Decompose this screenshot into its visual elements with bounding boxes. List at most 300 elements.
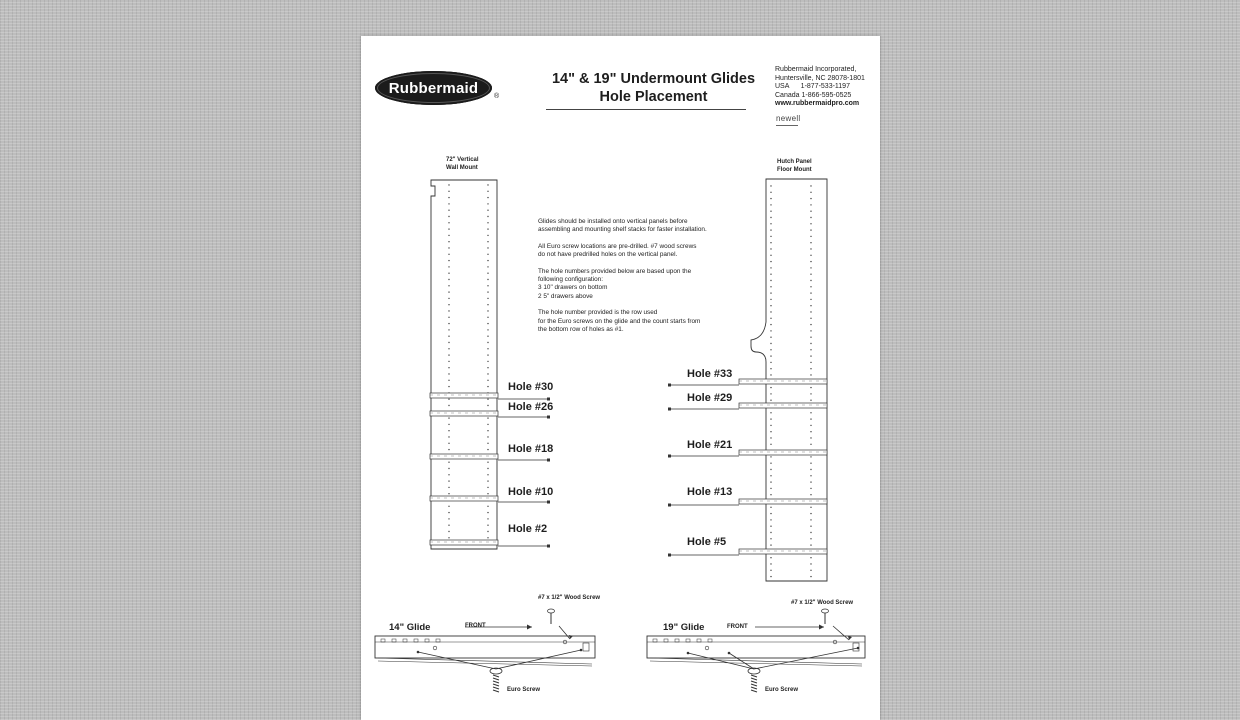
glide-rail [739, 549, 827, 554]
panel-hole [487, 493, 488, 494]
right-hole-label: Hole #29 [687, 392, 733, 404]
panel-hole [448, 298, 449, 299]
panel-hole [448, 367, 449, 368]
panel-hole [487, 462, 488, 463]
euro-screw-thread [493, 678, 499, 680]
panel-hole [770, 481, 771, 482]
left-hole-label: Hole #2 [508, 523, 548, 535]
right-hole-label: Hole #5 [687, 536, 727, 548]
panel-hole [810, 544, 811, 545]
panel-hole [448, 210, 449, 211]
glide-14-euro-screw-label: Euro Screw [507, 687, 541, 693]
panel-hole [770, 563, 771, 564]
panel-hole [770, 223, 771, 224]
panel-hole [448, 247, 449, 248]
panel-hole [448, 285, 449, 286]
panel-hole [810, 217, 811, 218]
panel-hole [487, 443, 488, 444]
glide-end-cap [668, 455, 671, 458]
panel-hole [487, 506, 488, 507]
glide-19-front-label: FRONT [727, 624, 748, 630]
glide-end-cap [668, 504, 671, 507]
euro-screw-thread [751, 675, 757, 677]
company-usa-phone: USA 1-877-533-1197 [775, 83, 850, 91]
panel-hole [487, 235, 488, 236]
glide-runner [650, 661, 862, 666]
euro-screw-leader-head [687, 652, 690, 655]
panel-hole [810, 557, 811, 558]
panel-hole [770, 400, 771, 401]
right-hutch-panel [668, 179, 827, 581]
euro-screw-thread [493, 684, 499, 686]
panel-hole [448, 462, 449, 463]
panel-hole [448, 518, 449, 519]
title-line-2: Hole Placement [599, 89, 708, 105]
panel-hole [770, 248, 771, 249]
panel-hole [770, 412, 771, 413]
glide-end-cap [668, 384, 671, 387]
panel-hole [810, 431, 811, 432]
panel-hole [448, 493, 449, 494]
panel-hole [487, 348, 488, 349]
instruction-sheet [361, 36, 880, 720]
glide-rail [430, 411, 498, 416]
panel-hole [487, 430, 488, 431]
panel-hole [770, 292, 771, 293]
glide-runner [378, 658, 592, 664]
wood-screw-icon [548, 609, 555, 613]
panel-hole [810, 261, 811, 262]
right-panel-label-line-1: Hutch Panel [777, 159, 812, 165]
panel-hole [487, 405, 488, 406]
panel-hole [810, 475, 811, 476]
company-city: Huntersville, NC 28078-1801 [775, 74, 865, 82]
panel-hole [810, 507, 811, 508]
glide-14-wood-screw-label: #7 x 1/2" Wood Screw [538, 595, 601, 601]
panel-hole [770, 362, 771, 363]
right-hole-label: Hole #13 [687, 486, 733, 498]
instruction-paragraph: All Euro screw locations are pre-drilled. #7 wood screws do not have predrilled holes on the vertical panel. [538, 242, 697, 259]
panel-hole [487, 304, 488, 305]
panel-hole [448, 386, 449, 387]
left-panel-label-line-2: Wall Mount [446, 164, 478, 171]
company-canada-phone: Canada 1-866-595-0525 [775, 91, 852, 99]
right-hole-label: Hole #21 [687, 439, 733, 451]
euro-screw-thread [751, 678, 757, 680]
panel-hole [770, 532, 771, 533]
glide-14-title: 14" Glide [389, 622, 431, 633]
panel-hole [448, 323, 449, 324]
glide-end-cap [547, 501, 550, 504]
panel-hole [770, 444, 771, 445]
euro-screw-leader-head [857, 647, 860, 650]
panel-hole [810, 337, 811, 338]
glide-body [375, 636, 595, 658]
panel-hole [448, 405, 449, 406]
left-hole-label: Hole #10 [508, 486, 554, 498]
glide-end-cap [547, 545, 550, 548]
instruction-paragraph: Glides should be installed onto vertical panels before assembling and mounting shelf stacks for faster installation. [538, 218, 707, 234]
panel-hole [770, 557, 771, 558]
panel-hole [810, 292, 811, 293]
glide-end-cap [547, 459, 550, 462]
panel-hole [810, 563, 811, 564]
panel-hole [810, 387, 811, 388]
front-arrow-head [527, 625, 532, 630]
panel-hole [487, 367, 488, 368]
panel-hole [810, 570, 811, 571]
panel-hole [487, 417, 488, 418]
panel-hole [770, 337, 771, 338]
panel-hole [448, 474, 449, 475]
panel-hole [448, 310, 449, 311]
panel-hole [810, 456, 811, 457]
panel-hole [487, 228, 488, 229]
panel-hole [448, 468, 449, 469]
panel-hole [448, 512, 449, 513]
euro-screw-thread [751, 687, 757, 689]
panel-hole [770, 349, 771, 350]
panel-hole [487, 222, 488, 223]
panel-hole [487, 329, 488, 330]
panel-hole [448, 260, 449, 261]
panel-hole [770, 494, 771, 495]
panel-hole [810, 481, 811, 482]
panel-hole [770, 255, 771, 256]
panel-hole [770, 475, 771, 476]
panel-hole [770, 236, 771, 237]
panel-hole [487, 310, 488, 311]
glide-end-cap [668, 408, 671, 411]
panel-hole [770, 204, 771, 205]
panel-hole [487, 203, 488, 204]
euro-screw-thread [493, 681, 499, 683]
panel-hole [487, 279, 488, 280]
panel-hole [810, 299, 811, 300]
company-website: www.rubbermaidpro.com [775, 100, 860, 108]
glide-19-wood-screw-label: #7 x 1/2" Wood Screw [791, 600, 854, 606]
panel-hole [487, 436, 488, 437]
euro-screw-thread [493, 675, 499, 677]
panel-hole [770, 519, 771, 520]
panel-hole [448, 228, 449, 229]
panel-hole [487, 197, 488, 198]
left-hole-label: Hole #26 [508, 401, 554, 413]
panel-hole [448, 254, 449, 255]
euro-screw-thread [493, 687, 499, 689]
panel-hole [810, 576, 811, 577]
panel-hole [487, 323, 488, 324]
glide-rail [739, 450, 827, 455]
panel-hole [448, 361, 449, 362]
panel-hole [810, 513, 811, 514]
panel-hole [448, 304, 449, 305]
panel-hole [770, 324, 771, 325]
left-hole-label: Hole #30 [508, 381, 554, 393]
panel-hole [810, 463, 811, 464]
panel-hole [487, 254, 488, 255]
panel-hole [770, 355, 771, 356]
panel-hole [487, 354, 488, 355]
panel-hole [810, 242, 811, 243]
panel-hole [810, 267, 811, 268]
panel-hole [448, 531, 449, 532]
panel-hole [487, 266, 488, 267]
panel-hole [487, 317, 488, 318]
euro-screw-thread [493, 690, 499, 692]
panel-hole [770, 437, 771, 438]
newell-logo: newell [776, 114, 801, 123]
panel-hole [448, 430, 449, 431]
front-arrow-head [819, 625, 824, 630]
panel-hole [487, 247, 488, 248]
panel-hole [448, 348, 449, 349]
panel-hole [770, 211, 771, 212]
panel-hole [770, 463, 771, 464]
panel-hole [448, 506, 449, 507]
panel-hole [448, 336, 449, 337]
panel-hole [770, 513, 771, 514]
panel-hole [487, 210, 488, 211]
panel-hole [810, 305, 811, 306]
panel-hole [487, 449, 488, 450]
panel-hole [810, 444, 811, 445]
panel-hole [770, 418, 771, 419]
panel-drawings [361, 36, 880, 720]
panel-hole [487, 399, 488, 400]
panel-hole [448, 235, 449, 236]
panel-hole [810, 374, 811, 375]
glide-19-euro-screw-label: Euro Screw [765, 687, 799, 693]
rubbermaid-logo: Rubbermaid [375, 71, 492, 105]
panel-hole [810, 488, 811, 489]
panel-hole [770, 185, 771, 186]
euro-screw-leader-head [417, 651, 420, 654]
panel-hole [770, 286, 771, 287]
panel-hole [448, 279, 449, 280]
panel-hole [487, 342, 488, 343]
panel-hole [810, 311, 811, 312]
panel-hole [770, 198, 771, 199]
glide-end-cap [668, 554, 671, 557]
panel-hole [448, 191, 449, 192]
panel-hole [770, 425, 771, 426]
panel-hole [448, 273, 449, 274]
panel-hole [770, 305, 771, 306]
panel-hole [810, 211, 811, 212]
panel-hole [448, 203, 449, 204]
panel-hole [810, 255, 811, 256]
panel-hole [487, 298, 488, 299]
panel-hole [487, 260, 488, 261]
instruction-paragraph: The hole numbers provided below are based upon the following configuration: 3 10" drawers on bottom 2 5" drawers above [538, 267, 692, 300]
panel-hole [448, 424, 449, 425]
panel-hole [487, 424, 488, 425]
panel-hole [487, 518, 488, 519]
glide-end-cap [547, 416, 550, 419]
panel-hole [810, 355, 811, 356]
panel-hole [810, 274, 811, 275]
glide-rail [430, 454, 498, 459]
panel-hole [810, 494, 811, 495]
wood-screw-icon [822, 609, 829, 613]
panel-hole [770, 192, 771, 193]
panel-hole [810, 318, 811, 319]
panel-hole [770, 507, 771, 508]
euro-screw-leader-head [728, 652, 731, 655]
panel-hole [448, 317, 449, 318]
panel-hole [487, 537, 488, 538]
panel-hole [448, 342, 449, 343]
panel-hole [810, 223, 811, 224]
glide-rail [739, 499, 827, 504]
panel-hole [770, 318, 771, 319]
panel-hole [810, 519, 811, 520]
panel-hole [487, 487, 488, 488]
panel-hole [770, 570, 771, 571]
panel-hole [810, 368, 811, 369]
panel-hole [810, 198, 811, 199]
panel-hole [770, 261, 771, 262]
panel-hole [448, 354, 449, 355]
panel-hole [770, 311, 771, 312]
euro-screw-leader-head [580, 649, 583, 652]
panel-hole [810, 538, 811, 539]
panel-hole [448, 399, 449, 400]
panel-hole [487, 184, 488, 185]
panel-hole [810, 412, 811, 413]
panel-hole [770, 488, 771, 489]
title-line-1: 14" & 19" Undermount Glides [551, 71, 756, 87]
panel-hole [810, 192, 811, 193]
panel-hole [487, 291, 488, 292]
panel-hole [487, 480, 488, 481]
panel-hole [770, 538, 771, 539]
panel-hole [487, 512, 488, 513]
panel-hole [448, 329, 449, 330]
panel-hole [810, 362, 811, 363]
panel-hole [487, 373, 488, 374]
panel-hole [487, 361, 488, 362]
right-panel-label-line-2: Floor Mount [777, 166, 812, 173]
panel-hole [487, 273, 488, 274]
panel-hole [810, 280, 811, 281]
panel-hole [810, 343, 811, 344]
panel-hole [810, 236, 811, 237]
registered-mark: ® [494, 93, 500, 100]
panel-hole [448, 525, 449, 526]
panel-hole [487, 386, 488, 387]
panel-hole [770, 576, 771, 577]
panel-hole [770, 431, 771, 432]
panel-hole [487, 380, 488, 381]
panel-hole [448, 449, 449, 450]
euro-screw-thread [751, 690, 757, 692]
panel-hole [770, 242, 771, 243]
company-name: Rubbermaid Incorporated, [775, 66, 857, 73]
panel-hole [448, 241, 449, 242]
panel-hole [770, 368, 771, 369]
panel-hole [487, 336, 488, 337]
panel-hole [810, 425, 811, 426]
panel-hole [448, 184, 449, 185]
panel-hole [810, 469, 811, 470]
glide-runner [650, 658, 862, 664]
glide-rail [430, 393, 498, 398]
panel-hole [770, 544, 771, 545]
panel-hole [448, 266, 449, 267]
panel-hole [810, 229, 811, 230]
panel-hole [770, 330, 771, 331]
glide-rail [739, 403, 827, 408]
panel-hole [810, 349, 811, 350]
panel-hole [810, 248, 811, 249]
panel-hole [448, 197, 449, 198]
panel-hole [448, 291, 449, 292]
panel-hole [448, 443, 449, 444]
glide-body [647, 636, 865, 658]
panel-hole [448, 222, 449, 223]
glide-14-front-label: FRONT [465, 623, 486, 629]
panel-hole [487, 531, 488, 532]
glide-rail [739, 379, 827, 384]
panel-hole [810, 204, 811, 205]
panel-hole [448, 537, 449, 538]
glide-runner [378, 661, 592, 666]
euro-screw-thread [751, 681, 757, 683]
panel-hole [770, 526, 771, 527]
panel-hole [810, 437, 811, 438]
right-hole-label: Hole #33 [687, 368, 733, 380]
panel-hole [770, 280, 771, 281]
panel-hole [770, 456, 771, 457]
panel-hole [810, 286, 811, 287]
panel-hole [770, 387, 771, 388]
panel-hole [487, 285, 488, 286]
panel-hole [810, 324, 811, 325]
left-panel-label-line-1: 72" Vertical [446, 157, 479, 163]
panel-hole [448, 380, 449, 381]
panel-hole [810, 532, 811, 533]
panel-hole [770, 299, 771, 300]
left-hole-label: Hole #18 [508, 443, 554, 455]
glide-rail [430, 540, 498, 545]
panel-hole [810, 185, 811, 186]
panel-hole [770, 274, 771, 275]
panel-hole [448, 417, 449, 418]
panel-hole [770, 374, 771, 375]
panel-hole [487, 525, 488, 526]
panel-hole [487, 468, 488, 469]
panel-hole [770, 217, 771, 218]
panel-hole [810, 526, 811, 527]
panel-hole [448, 216, 449, 217]
panel-hole [448, 480, 449, 481]
instruction-paragraph: The hole number provided is the row used for the Euro screws on the glide and the count starts from the bottom row of holes as #1. [538, 309, 701, 334]
panel-hole [810, 393, 811, 394]
panel-hole [448, 436, 449, 437]
glide-rail [430, 496, 498, 501]
panel-hole [487, 241, 488, 242]
panel-hole [487, 474, 488, 475]
panel-hole [770, 393, 771, 394]
panel-hole [810, 418, 811, 419]
panel-hole [770, 343, 771, 344]
panel-hole [487, 216, 488, 217]
euro-screw-thread [751, 684, 757, 686]
panel-hole [770, 229, 771, 230]
panel-hole [770, 469, 771, 470]
